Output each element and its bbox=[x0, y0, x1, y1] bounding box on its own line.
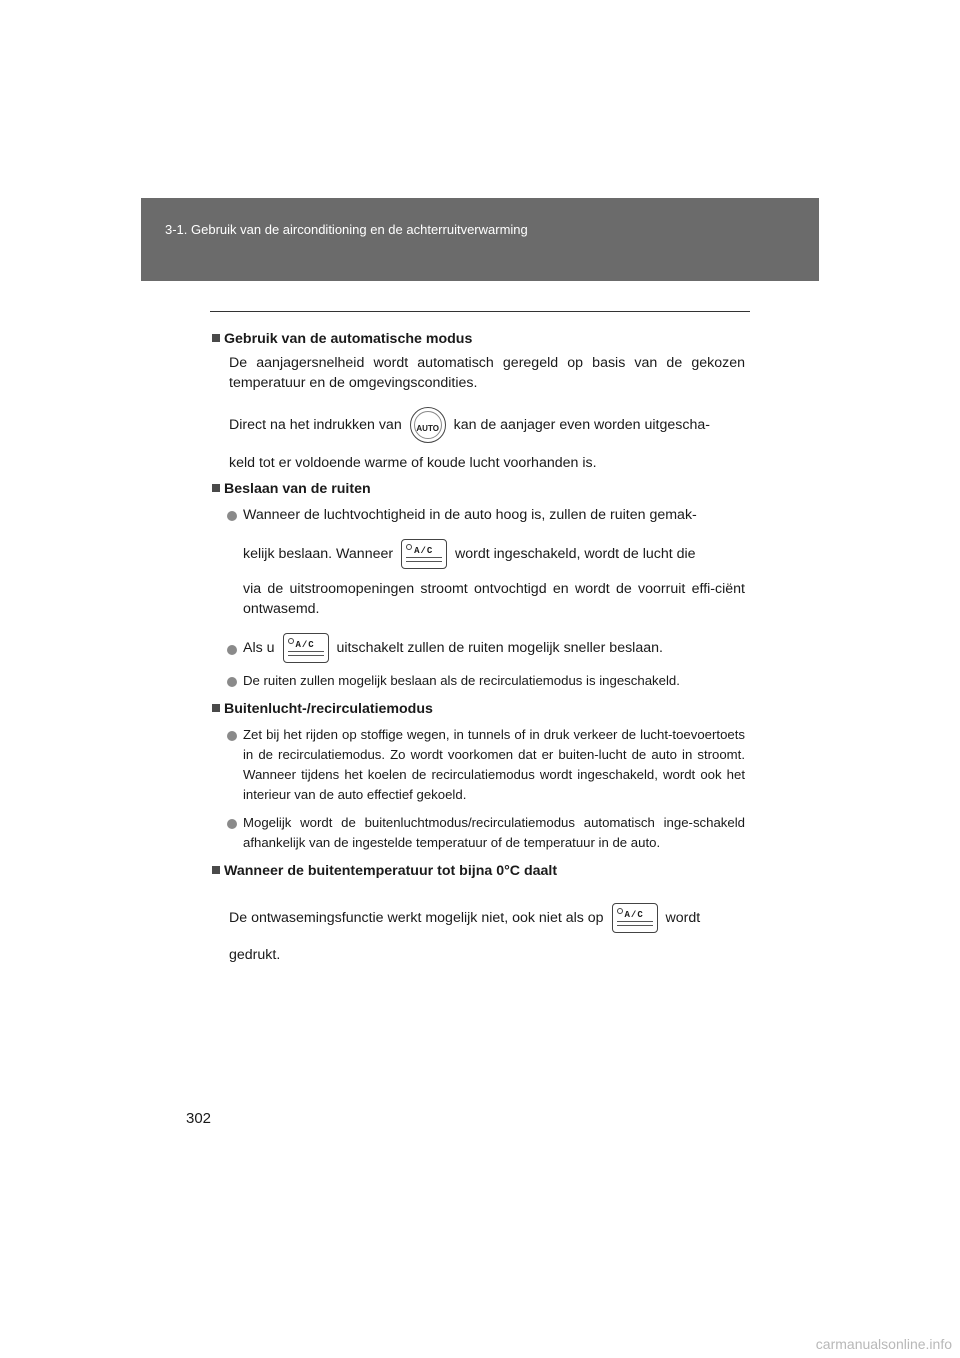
paragraph-with-icon: Direct na het indrukken van AUTO kan de aanjager even worden uitgescha- bbox=[229, 407, 745, 443]
section-recirculation bbox=[212, 699, 745, 853]
watermark: carmanualsonline.info bbox=[815, 1336, 952, 1352]
page-number: 302 bbox=[186, 1110, 212, 1127]
bullet-dot-icon bbox=[227, 731, 237, 741]
square-bullet-icon bbox=[212, 334, 220, 342]
divider bbox=[210, 311, 750, 312]
ac-button-icon: A/C bbox=[283, 633, 329, 663]
bullet-dot-icon bbox=[227, 677, 237, 687]
square-bullet-icon bbox=[212, 704, 220, 712]
paragraph: keld tot er voldoende warme of koude lucht voorhanden is. bbox=[229, 455, 597, 471]
bullet-item: Mogelijk wordt de buitenluchtmodus/recirculatiemodus automatisch inge-schakeld afhankelijk van de ingestelde temperatuur of de temperatuur in de auto. bbox=[212, 813, 745, 853]
paragraph: gedrukt. bbox=[229, 947, 281, 963]
bullet-dot-icon bbox=[227, 511, 237, 521]
bullet-dot-icon bbox=[227, 645, 237, 655]
bullet-item: De ruiten zullen mogelijk beslaan als de recirculatiemodus is ingeschakeld. bbox=[212, 671, 745, 691]
paragraph-with-icon: De ontwasemingsfunctie werkt mogelijk niet, ook niet als op A/C wordt bbox=[229, 903, 745, 933]
bullet-item: Wanneer de luchtvochtigheid in de auto hoog is, zullen de ruiten gemak- kelijk beslaan. Wanneer A/C wordt ingeschakeld, wordt de lucht die via de uitstroomopeningen stroomt ontvochtigd en wordt de voorruit effi-ciënt ontwasemd. bbox=[212, 505, 745, 619]
bullet-item: Als u A/C uitschakelt zullen de ruiten mogelijk sneller beslaan. bbox=[212, 633, 745, 663]
ac-button-icon: A/C bbox=[612, 903, 658, 933]
section-title: Beslaan van de ruiten bbox=[224, 481, 371, 497]
bullet-item: Zet bij het rijden op stoffige wegen, in tunnels of in druk verkeer de lucht-toevoertoets in de recirculatiemodus. Zo wordt voorkomen dat er buiten-lucht de auto in stroomt. Wanneer tijdens het koelen de recirculatiemodus wordt ingeschakeld, wordt ook het interieur van de auto effectief gekoeld. bbox=[212, 725, 745, 805]
paragraph: De aanjagersnelheid wordt automatisch geregeld op basis van de gekozen temperatuur en de omgevingscondities. bbox=[229, 355, 745, 391]
square-bullet-icon bbox=[212, 484, 220, 492]
section-title: Buitenlucht-/recirculatiemodus bbox=[224, 701, 433, 717]
section-title: Wanneer de buitentemperatuur tot bijna 0°C daalt bbox=[224, 863, 558, 879]
auto-button-icon: AUTO bbox=[410, 407, 446, 443]
section-auto-mode bbox=[212, 329, 745, 473]
page-content bbox=[212, 329, 745, 965]
ac-button-icon: A/C bbox=[401, 539, 447, 569]
section-cold-weather bbox=[212, 861, 745, 965]
chapter-title: 3-1. Gebruik van de airconditioning en de achterruitverwarming bbox=[165, 222, 528, 237]
square-bullet-icon bbox=[212, 866, 220, 874]
bullet-dot-icon bbox=[227, 819, 237, 829]
chapter-header bbox=[141, 198, 819, 281]
section-fogging bbox=[212, 479, 745, 691]
section-title: Gebruik van de automatische modus bbox=[224, 331, 473, 347]
